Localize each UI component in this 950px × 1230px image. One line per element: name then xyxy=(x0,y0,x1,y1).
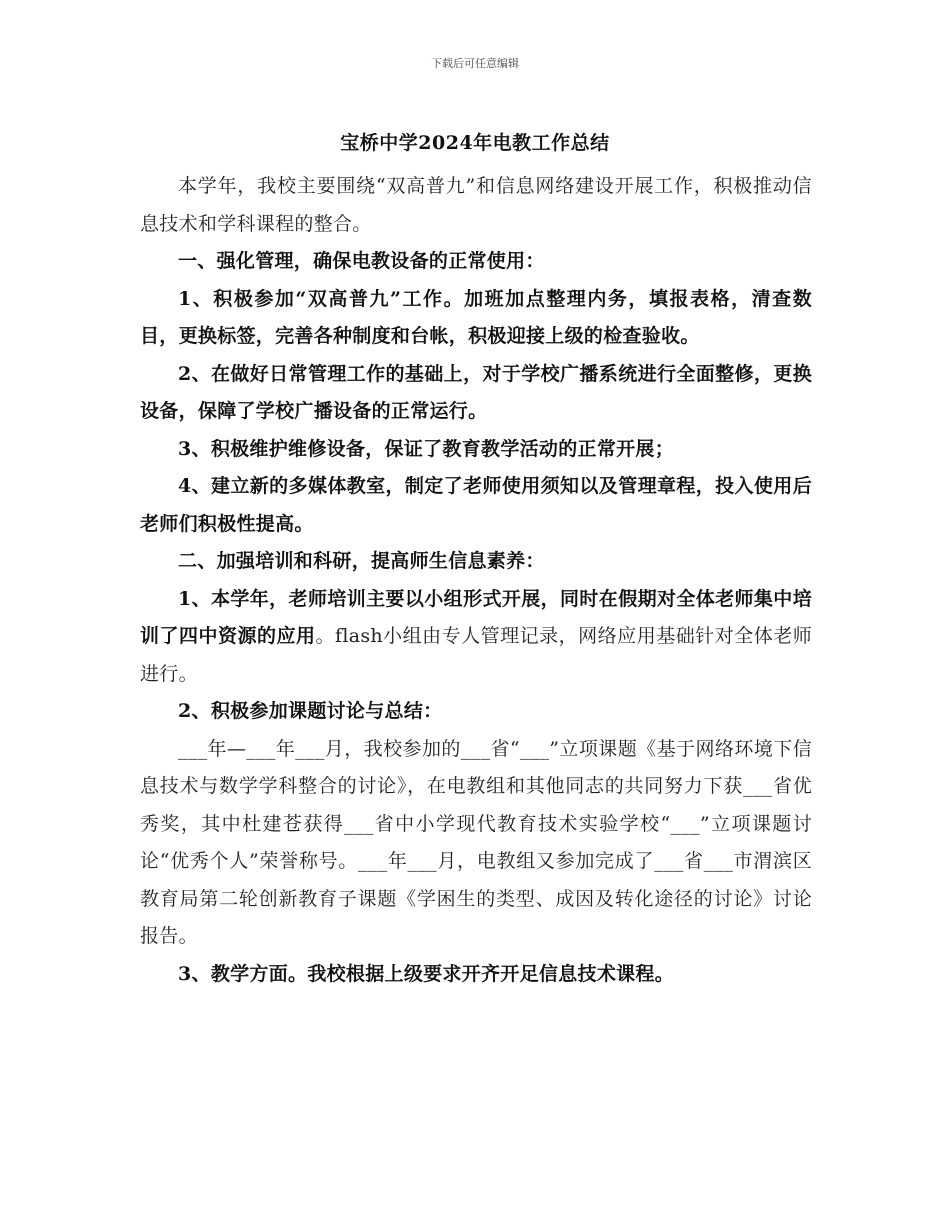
paragraph-intro: 本学年，我校主要围绕“双高普九”和信息网络建设开展工作，积极推动信息技术和学科课程的整合。 xyxy=(140,175,812,235)
paragraph-2-1 xyxy=(140,581,812,694)
paragraph-2-2-heading: 2、积极参加课题讨论与总结： xyxy=(178,700,443,722)
document-title: 宝桥中学2024年电教工作总结 xyxy=(340,132,610,154)
paragraph-2-3: 3、教学方面。我校根据上级要求开齐开足信息技术课程。 xyxy=(178,962,675,985)
paragraph-1-1: 1、积极参加“双高普九”工作。加班加点整理内务，填报表格，清查数目，更换标签，完善各种制度和台帐，积极迎接上级的检查验收。 xyxy=(140,287,812,347)
paragraph-1-3: 3、积极维护维修设备，保证了教育教学活动的正常开展； xyxy=(178,437,675,460)
page-header-note: 下载后可任意编辑 xyxy=(431,57,519,70)
paragraph-1-4: 4、建立新的多媒体教室，制定了老师使用须知以及管理章程，投入使用后老师们积极性提高。 xyxy=(140,475,812,535)
paragraph-2-2-body: ___年—___年___月，我校参加的___省“___”立项课题《基于网络环境下信息技术与数学学科整合的讨论》，在电教组和其他同志的共同努力下获___省优秀奖，其中杜建苍获得___省中小学现代教育技术实验学校“___”立项课题讨论“优秀个人”荣誉称号。___年___月，电教组又参加完成了___省___市渭滨区教育局第二轮创新教育子课题《学困生的类型、成因及转化途径的讨论》讨论报告。 xyxy=(140,737,812,947)
section-heading-2: 二、加强培训和科研，提高师生信息素养： xyxy=(178,550,545,572)
paragraph-2-1-rest: 。flash小组由专人管理记录，网络应用基础针对全体老师进行。 xyxy=(140,625,813,685)
section-heading-1: 一、强化管理，确保电教设备的正常使用： xyxy=(178,250,545,272)
paragraph-2-1-bold: 1、本学年，老师培训主要以小组形式开展，同时在假期对全体老师集中培训了四中资源的应用 xyxy=(140,587,812,647)
paragraph-1-2: 2、在做好日常管理工作的基础上，对于学校广播系统进行全面整修，更换设备，保障了学校广播设备的正常运行。 xyxy=(140,362,812,422)
document-body xyxy=(140,168,812,993)
